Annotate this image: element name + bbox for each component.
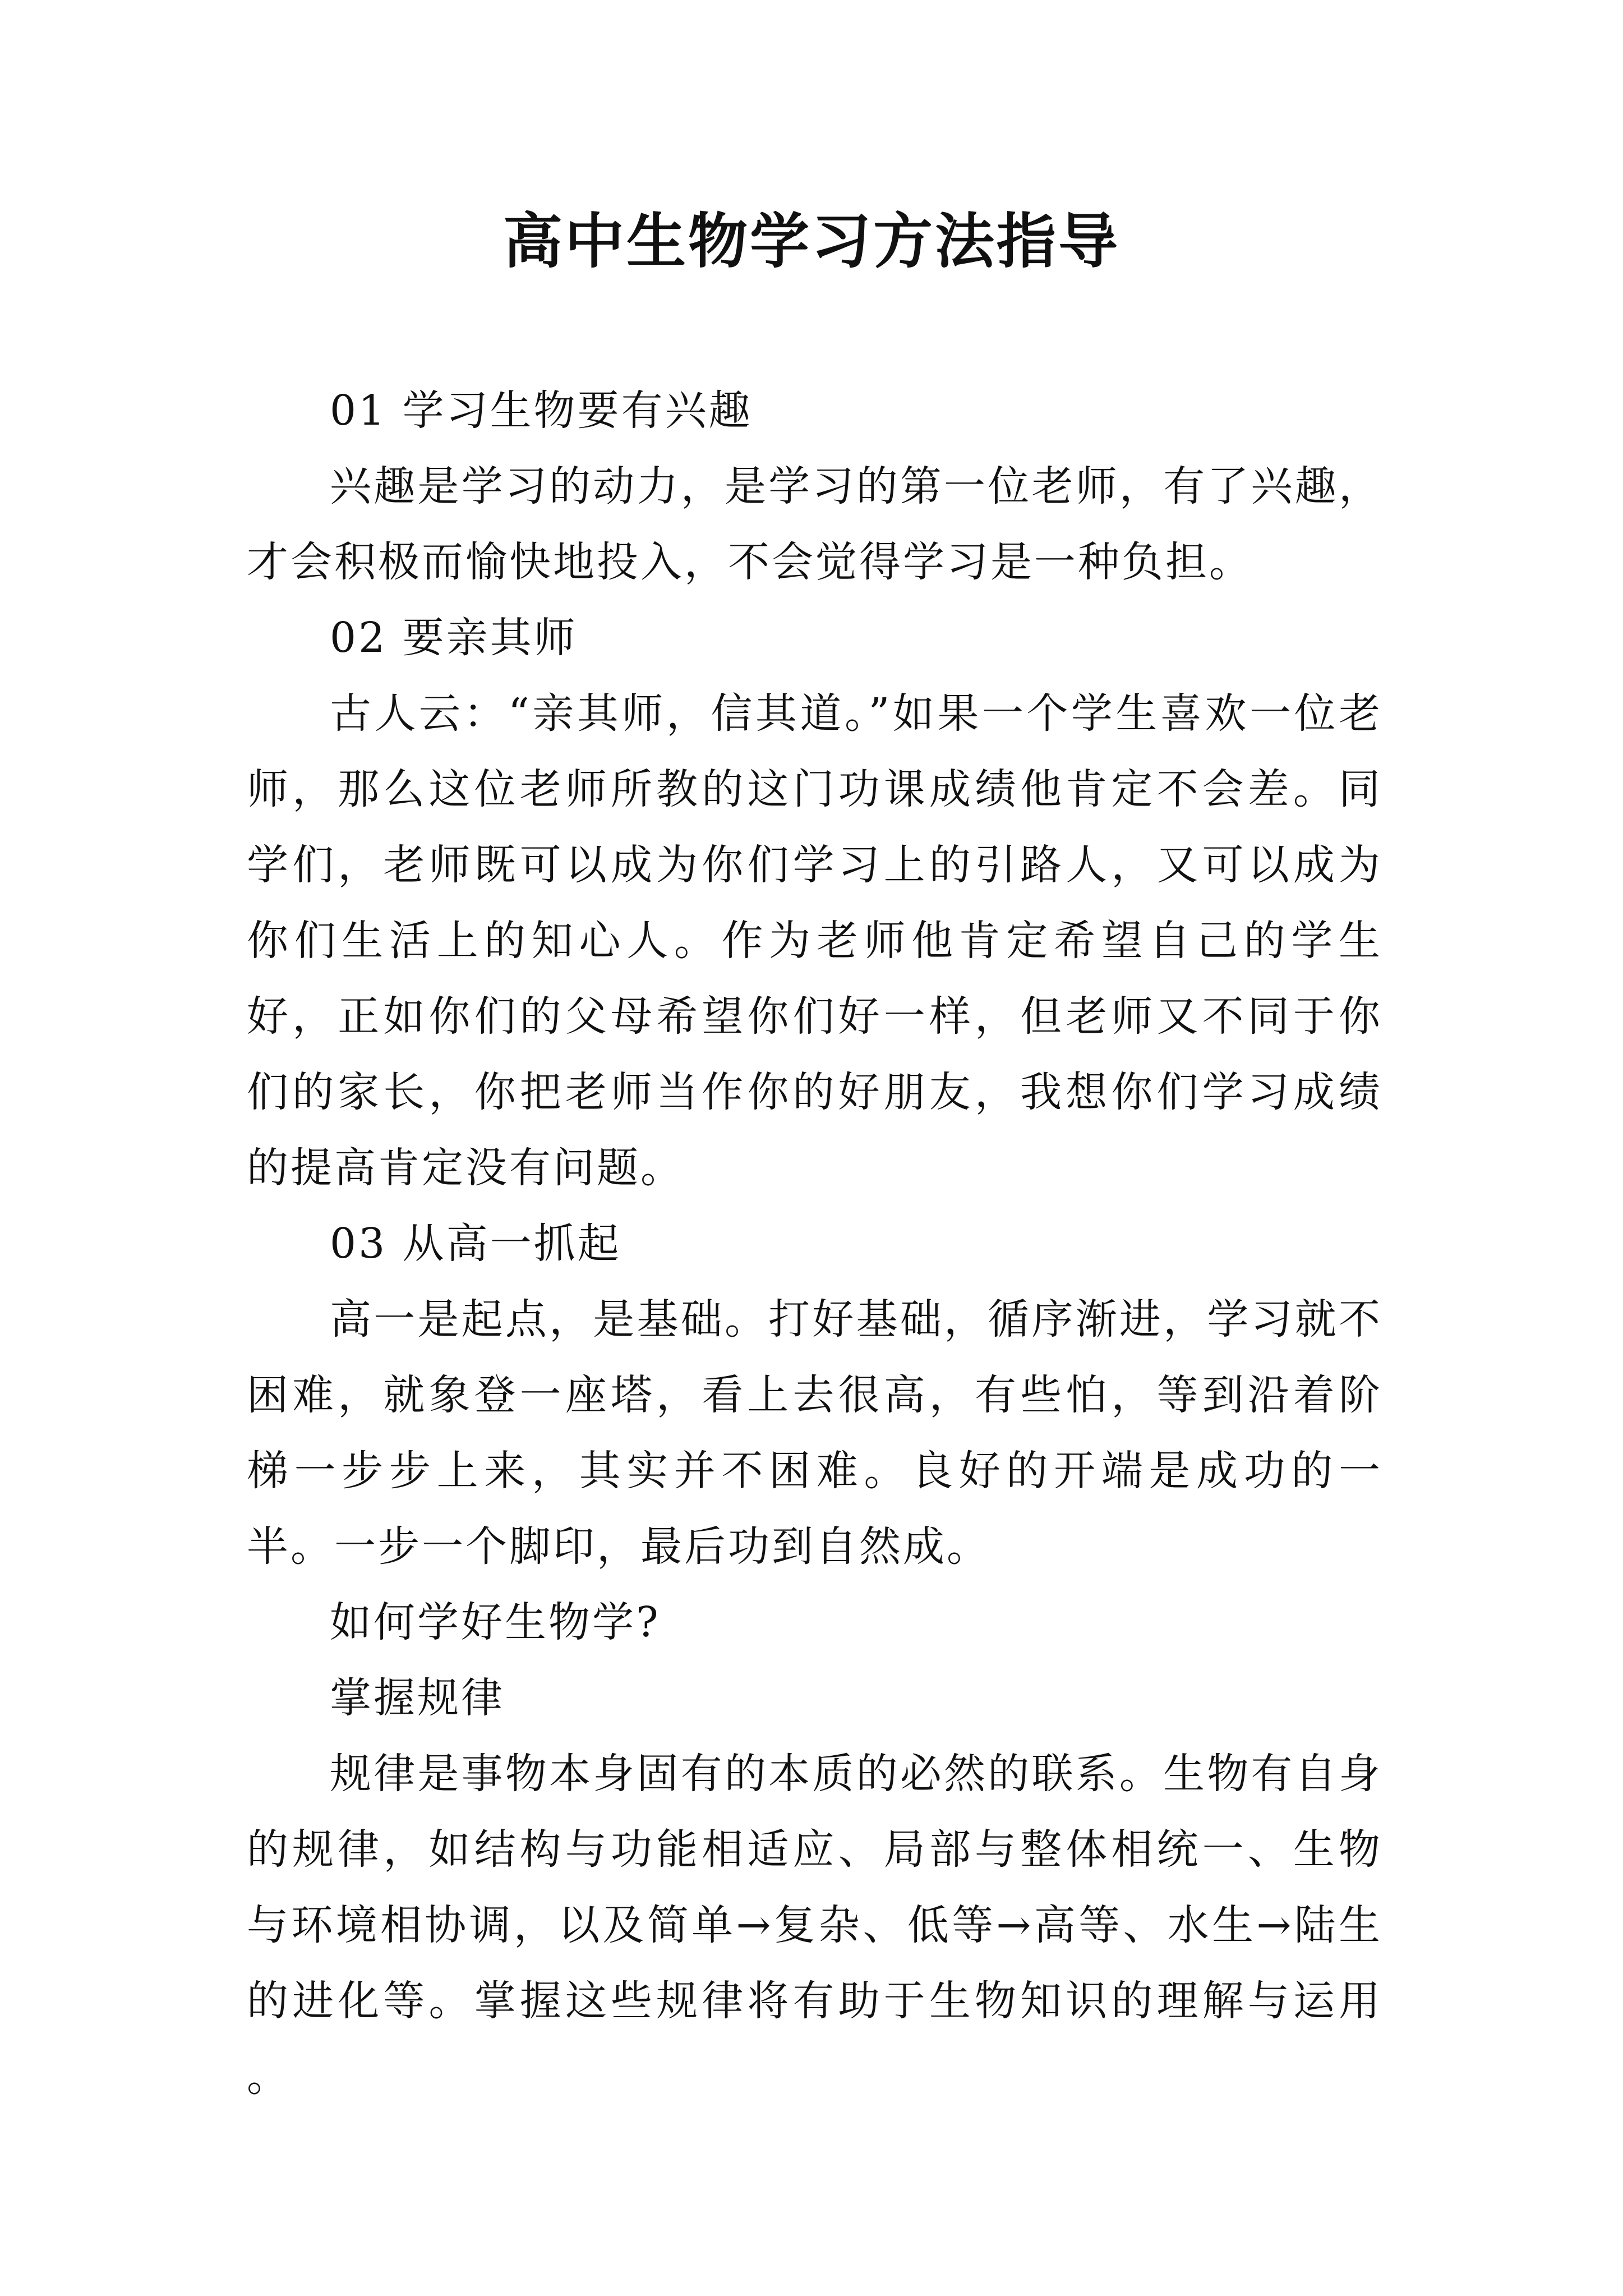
section-heading-grade-one: 03 从高一抓起 [330,1220,621,1268]
document-body [247,373,1382,2115]
paragraph-interest: 兴趣是学习的动力，是学习的第一位老师，有了兴趣，才会积极而愉快地投入，不会觉得学习是一种负担。 [247,462,1382,586]
document-title: 高中生物学习方法指导 [503,206,1120,276]
paragraph-master-rules: 规律是事物本身固有的本质的必然的联系。生物有自身的规律，如结构与功能相适应、局部与整体相统一、生物与环境相协调，以及简单→复杂、低等→高等、水生→陆生的进化等。掌握这些规律将有助于生物知识的理解与运用 。 [247,1750,1382,2101]
section-heading-how-to-learn: 如何学好生物学? [330,1598,661,1646]
section-heading-interest: 01 学习生物要有兴趣 [330,386,753,435]
section-heading-master-rules: 掌握规律 [330,1674,505,1722]
paragraph-teacher: 古人云：“亲其师，信其道。”如果一个学生喜欢一位老师，那么这位老师所教的这门功课成绩他肯定不会差。同学们，老师既可以成为你们学习上的引路人，又可以成为你们生活上的知心人。作为老师他肯定希望自己的学生好，正如你们的父母希望你们好一样，但老师又不同于你们的家长，你把老师当作你的好朋友，我想你们学习成绩的提高肯定没有问题。 [247,689,1382,1192]
section-heading-teacher: 02 要亲其师 [330,614,578,662]
paragraph-grade-one: 高一是起点，是基础。打好基础，循序渐进，学习就不困难，就象登一座塔，看上去很高，有些怕，等到沿着阶梯一步步上来，其实并不困难。良好的开端是成功的一半。一步一个脚印，最后功到自然成。 [247,1295,1382,1571]
